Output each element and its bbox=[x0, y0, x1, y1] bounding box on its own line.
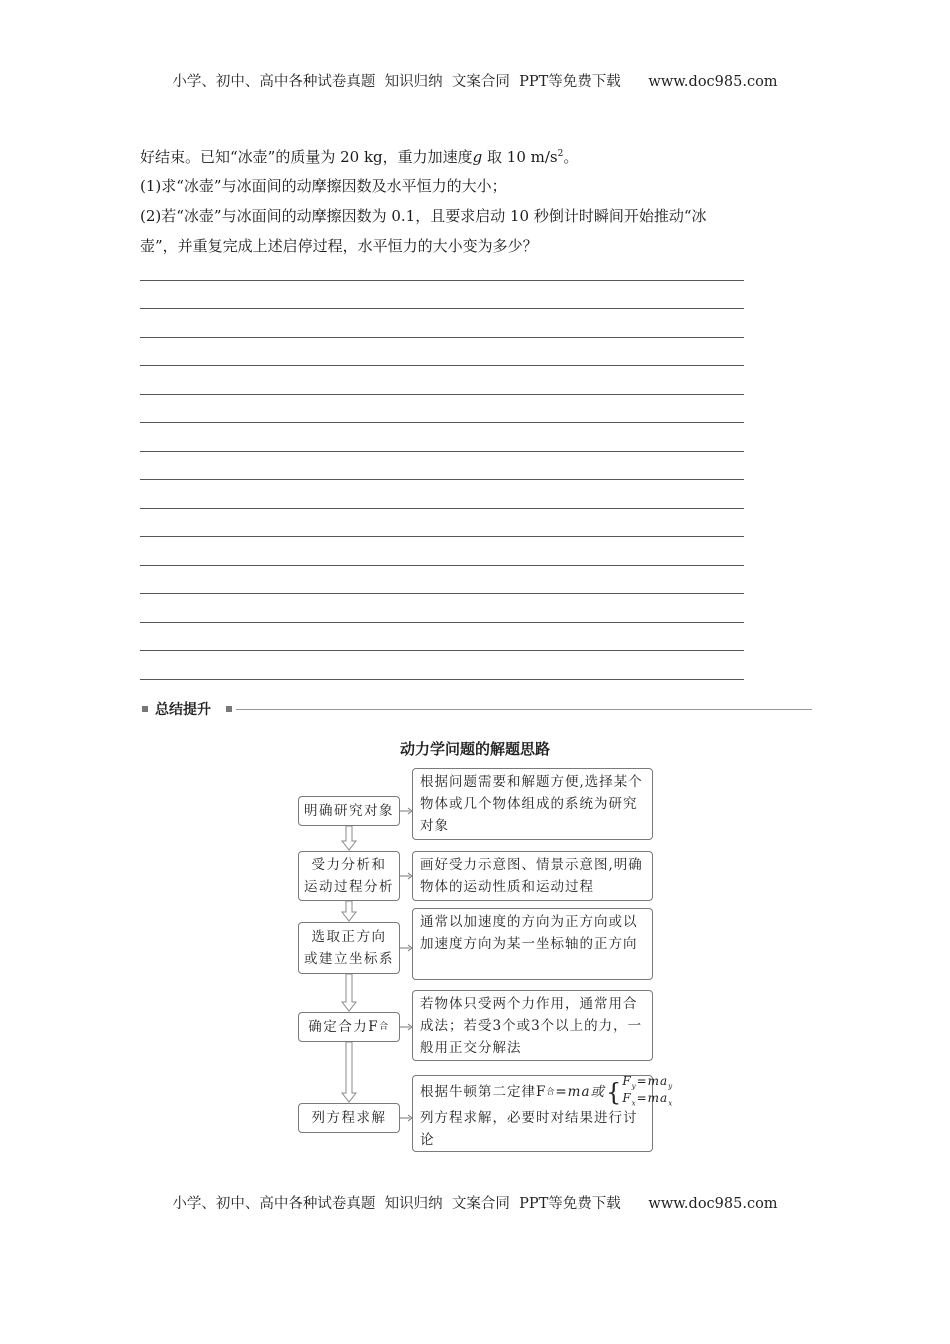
formula-text: =ma或 bbox=[555, 1084, 606, 1100]
right-arrow-icon bbox=[400, 1113, 413, 1123]
step-label-text: 运动过程分析 bbox=[304, 879, 394, 895]
answer-line[interactable] bbox=[140, 280, 744, 281]
answer-line[interactable] bbox=[140, 422, 744, 423]
step-label-text: 或建立坐标系 bbox=[304, 951, 394, 967]
step-label-text: 列方程求解 bbox=[311, 1110, 387, 1126]
fy-equation: $F_y=ma_y$ bbox=[622, 1073, 674, 1090]
subscript: 合 bbox=[546, 1087, 556, 1096]
down-arrow-icon bbox=[340, 1042, 358, 1103]
brace-icon: { bbox=[606, 1078, 623, 1106]
step-4-label bbox=[298, 1012, 400, 1042]
answer-line[interactable] bbox=[140, 451, 744, 452]
answer-line[interactable] bbox=[140, 479, 744, 480]
step-2-label bbox=[298, 851, 400, 901]
question-1: (1)求“冰壶”与冰面间的动摩擦因数及水平恒力的大小； bbox=[140, 177, 507, 195]
step-label-text: 受力分析和 bbox=[311, 857, 387, 873]
answer-line[interactable] bbox=[140, 365, 744, 366]
step-1-label bbox=[298, 796, 400, 826]
step-label-text: 明确研究对象 bbox=[304, 803, 394, 819]
step-label-text: 确定合力F bbox=[308, 1019, 380, 1035]
punct: 。 bbox=[563, 148, 579, 166]
step-5-description bbox=[412, 1073, 674, 1152]
flowchart-title: 动力学问题的解题思路 bbox=[399, 740, 550, 758]
answer-line[interactable] bbox=[140, 622, 744, 623]
description-text: 列方程求解，必要时对结果进行讨论 bbox=[420, 1110, 638, 1148]
step-2-description: 画好受力示意图、情景示意图,明确物体的运动性质和运动过程 bbox=[412, 851, 653, 901]
step-5-label bbox=[298, 1103, 400, 1133]
problem-text: 好结束。已知“冰壶”的质量为 20 kg，重力加速度 bbox=[140, 148, 473, 166]
page-header: 小学、初中、高中各种试卷真题 知识归纳 文案合同 PPT等免费下载 www.doc985.com bbox=[172, 74, 778, 90]
square-bullet-icon bbox=[142, 706, 148, 712]
gravity-symbol: g bbox=[472, 148, 483, 166]
fx-equation: $F_x=ma_x$ bbox=[622, 1091, 674, 1108]
answer-line[interactable] bbox=[140, 593, 744, 594]
section-title: 总结提升 bbox=[155, 702, 211, 718]
section-rule bbox=[236, 709, 812, 710]
exponent: 2 bbox=[557, 149, 564, 159]
subscript: 合 bbox=[379, 1022, 390, 1032]
answer-line[interactable] bbox=[140, 308, 744, 309]
answer-line[interactable] bbox=[140, 394, 744, 395]
question-2-line-1: (2)若“冰壶”与冰面间的动摩擦因数为 0.1，且要求启动 10 秒倒计时瞬间开始推动“冰 bbox=[140, 207, 707, 225]
step-1-description: 根据问题需要和解题方便,选择某个物体或几个物体组成的系统为研究对象 bbox=[412, 768, 653, 840]
answer-line[interactable] bbox=[140, 565, 744, 566]
description-text: 根据牛顿第二定律F bbox=[420, 1084, 547, 1100]
down-arrow-icon bbox=[340, 974, 358, 1012]
answer-line[interactable] bbox=[140, 650, 744, 651]
section-heading bbox=[140, 700, 812, 720]
down-arrow-icon bbox=[340, 826, 358, 851]
right-arrow-icon bbox=[400, 943, 413, 953]
problem-continuation bbox=[140, 144, 578, 167]
equation-system bbox=[606, 1075, 673, 1110]
question-2-line-2: 壶”，并重复完成上述启停过程，水平恒力的大小变为多少？ bbox=[140, 237, 538, 255]
down-arrow-icon bbox=[340, 901, 358, 922]
page-footer: 小学、初中、高中各种试卷真题 知识归纳 文案合同 PPT等免费下载 www.doc985.com bbox=[172, 1196, 778, 1212]
step-4-description: 若物体只受两个力作用，通常用合成法；若受3个或3个以上的力，一般用正交分解法 bbox=[412, 990, 653, 1061]
right-arrow-icon bbox=[400, 871, 413, 881]
square-bullet-icon bbox=[226, 706, 232, 712]
step-3-description: 通常以加速度的方向为正方向或以加速度方向为某一坐标轴的正方向 bbox=[412, 908, 653, 980]
answer-line[interactable] bbox=[140, 508, 744, 509]
right-arrow-icon bbox=[400, 1022, 413, 1032]
answer-line[interactable] bbox=[140, 679, 744, 680]
step-label-text: 选取正方向 bbox=[311, 929, 387, 945]
answer-line[interactable] bbox=[140, 337, 744, 338]
gravity-value: 取 10 m/s bbox=[482, 148, 558, 166]
answer-line[interactable] bbox=[140, 536, 744, 537]
right-arrow-icon bbox=[400, 806, 413, 816]
step-3-label bbox=[298, 922, 400, 974]
